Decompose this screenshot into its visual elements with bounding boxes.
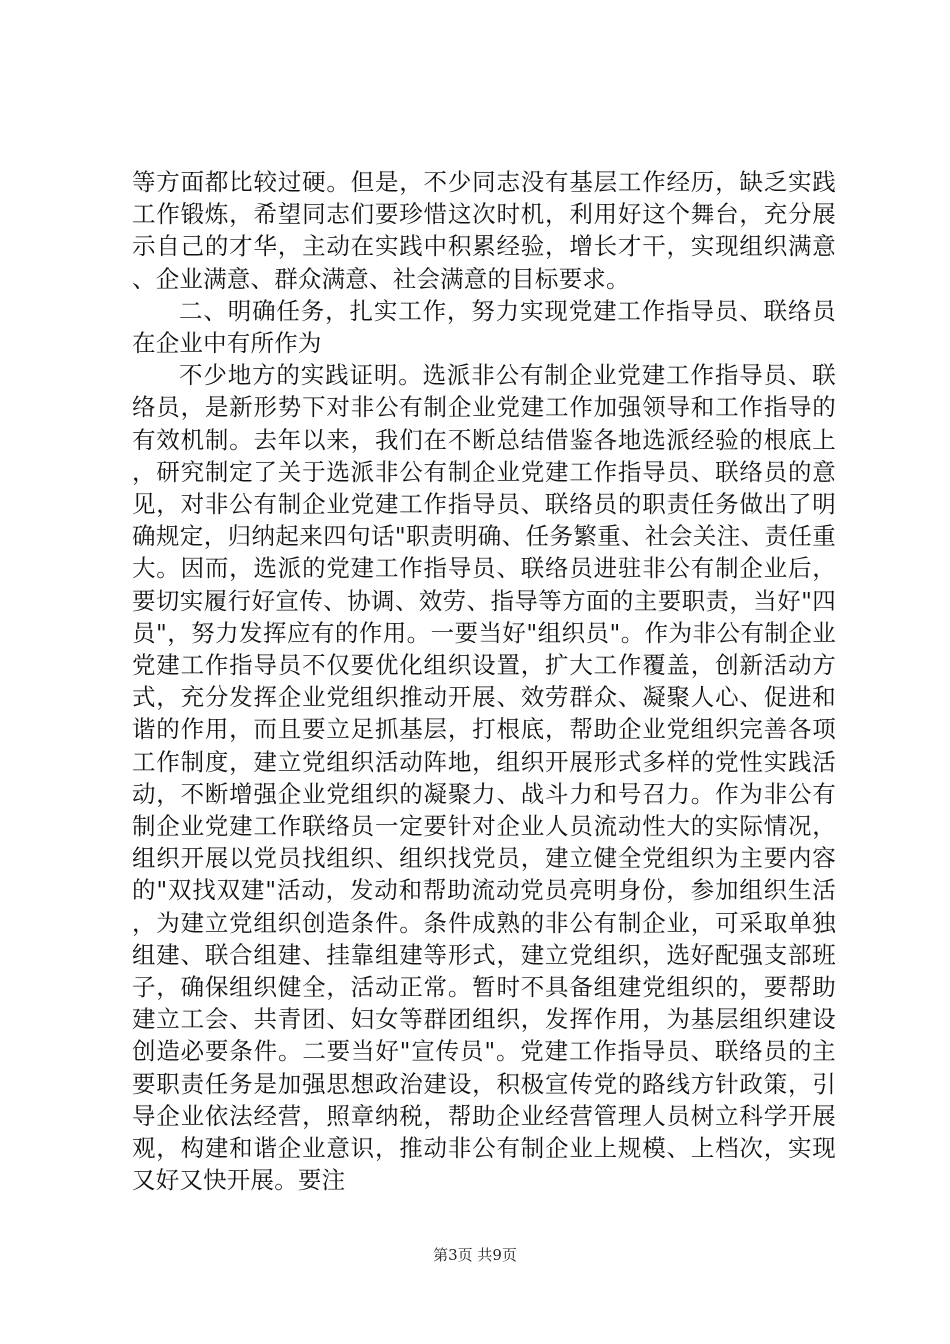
paragraph-main: 不少地方的实践证明。选派非公有制企业党建工作指导员、联络员，是新形势下对非公有制企业党建工作加强领导和工作指导的有效机制。去年以来，我们在不断总结借鉴各地选派经验的根底上，研究制定了关于选派非公有制企业党建工作指导员、联络员的意见，对非公有制企业党建工作指导员、联络员的职责任务做出了明确规定，归纳起来四句话"职责明确、任务繁重、社会关注、责任重大。因而，选派的党建工作指导员、联络员进驻非公有制企业后，要切实履行好宣传、协调、效劳、指导等方面的主要职责，当好"四员"，努力发挥应有的作用。一要当好"组织员"。作为非公有制企业党建工作指导员不仅要优化组织设置，扩大工作覆盖，创新活动方式，充分发挥企业党组织推动开展、效劳群众、凝聚人心、促进和谐的作用，而且要立足抓基层，打根底，帮助企业党组织完善各项工作制度，建立党组织活动阵地，组织开展形式多样的党性实践活动，不断增强企业党组织的凝聚力、战斗力和号召力。作为非公有制企业党建工作联络员一定要针对企业人员流动性大的实际情况，组织开展以党员找组织、组织找党员，建立健全党组织为主要内容的"双找双建"活动，发动和帮助流动党员亮明身份，参加组织生活，为建立党组织创造条件。条件成熟的非公有制企业，可采取单独组建、联合组建、挂靠组建等形式，建立党组织，选好配强支部班子，确保组织健全，活动正常。暂时不具备组建党组织的，要帮助建立工会、共青团、妇女等群团组织，发挥作用，为基层组织建设创造必要条件。二要当好"宣传员"。党建工作指导员、联络员的主要职责任务是加强思想政治建设，积极宣传党的路线方针政策，引导企业依法经营，照章纳税，帮助企业经营管理人员树立科学开展观，构建和谐企业意识，推动非公有制企业上规模、上档次，实现又好又快开展。要注 (132, 361, 836, 1195)
section-heading-two: 二、明确任务，扎实工作，努力实现党建工作指导员、联络员在企业中有所作为 (132, 296, 836, 358)
paragraph-continuation: 等方面都比较过硬。但是，不少同志没有基层工作经历，缺乏实践工作锻炼，希望同志们要珍惜这次时机，利用好这个舞台，充分展示自己的才华，主动在实践中积累经验，增长才干，实现组织满意、企业满意、群众满意、社会满意的目标要求。 (132, 168, 836, 293)
page-number-footer: 第3页 共9页 (433, 1246, 517, 1264)
document-body (132, 166, 836, 1197)
